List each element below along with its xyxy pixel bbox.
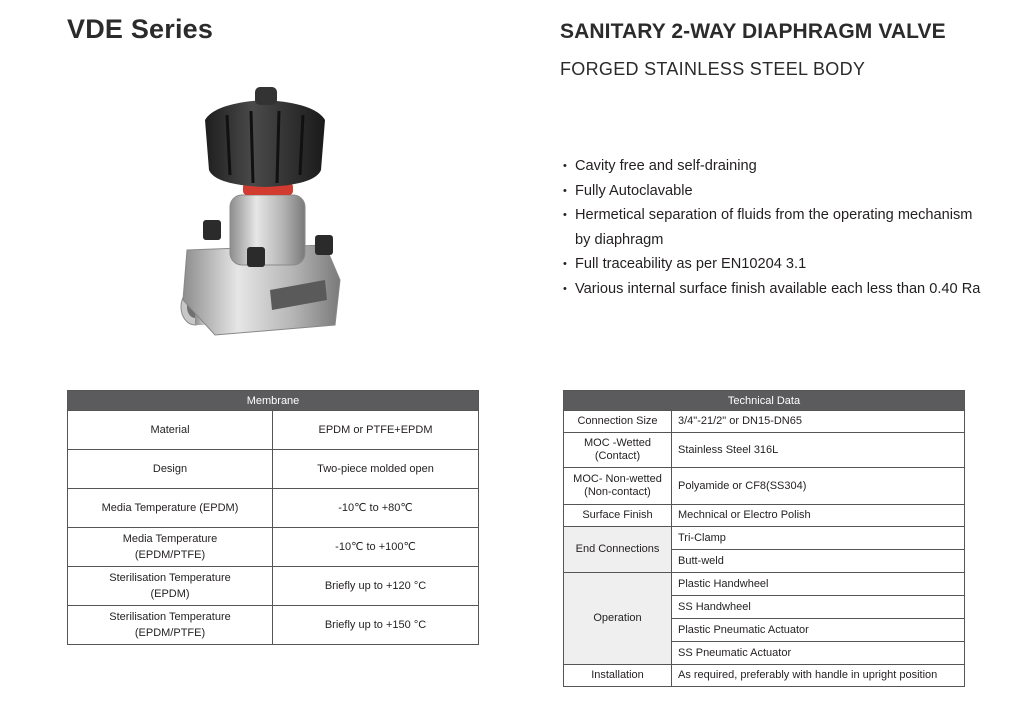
table-row [68,411,479,450]
feature-item: • Fully Autoclavable [563,179,983,204]
tech-value: Plastic Pneumatic Actuator [672,619,965,642]
product-title: SANITARY 2-WAY DIAPHRAGM VALVE [560,20,946,43]
tech-label: MOC- Non-wetted (Non-contact) [564,468,672,505]
table-row [564,527,965,550]
tech-value: Polyamide or CF8(SS304) [672,468,965,505]
tech-label: Connection Size [564,411,672,433]
membrane-value: -10℃ to +80℃ [273,489,479,528]
membrane-label: Material [68,411,273,450]
tech-value: 3/4"-21/2" or DN15-DN65 [672,411,965,433]
tech-label: Operation [564,573,672,665]
membrane-table [67,390,479,645]
membrane-value: Briefly up to +120 °C [273,567,479,606]
table-row [564,433,965,468]
membrane-value: -10℃ to +100℃ [273,528,479,567]
membrane-value: Briefly up to +150 °C [273,606,479,645]
product-subtitle: FORGED STAINLESS STEEL BODY [560,59,866,79]
tech-value: Stainless Steel 316L [672,433,965,468]
table-row [68,489,479,528]
tech-value: As required, preferably with handle in upright position [672,665,965,687]
membrane-table-header: Membrane [68,391,479,411]
table-row [564,411,965,433]
table-row [564,468,965,505]
tech-label: End Connections [564,527,672,573]
feature-item: • Cavity free and self-draining [563,154,983,179]
series-title: VDE Series [67,14,214,44]
table-row [68,450,479,489]
membrane-label: Media Temperature (EPDM) [68,489,273,528]
diaphragm-valve-icon [175,85,355,340]
feature-item: • Full traceability as per EN10204 3.1 [563,252,983,277]
table-row [68,606,479,645]
tech-value: Plastic Handwheel [672,573,965,596]
membrane-value: Two-piece molded open [273,450,479,489]
table-row [68,528,479,567]
feature-item: • Hermetical separation of fluids from the operating mechanism by diaphragm [563,203,983,252]
feature-item: • Various internal surface finish available each less than 0.40 Ra [563,277,983,302]
feature-list [563,154,983,301]
table-row [68,567,479,606]
membrane-label: Sterilisation Temperature (EPDM) [68,567,273,606]
tech-value: Butt-weld [672,550,965,573]
tech-label: Installation [564,665,672,687]
tech-label: MOC -Wetted (Contact) [564,433,672,468]
tech-label: Surface Finish [564,505,672,527]
tech-value: Tri-Clamp [672,527,965,550]
table-row [564,573,965,596]
tech-value: SS Handwheel [672,596,965,619]
membrane-label: Sterilisation Temperature (EPDM/PTFE) [68,606,273,645]
technical-data-table [563,390,965,687]
technical-table-header: Technical Data [564,391,965,411]
table-row [564,505,965,527]
membrane-label: Design [68,450,273,489]
membrane-label: Media Temperature (EPDM/PTFE) [68,528,273,567]
tech-value: SS Pneumatic Actuator [672,642,965,665]
membrane-value: EPDM or PTFE+EPDM [273,411,479,450]
table-row [564,665,965,687]
tech-value: Mechnical or Electro Polish [672,505,965,527]
